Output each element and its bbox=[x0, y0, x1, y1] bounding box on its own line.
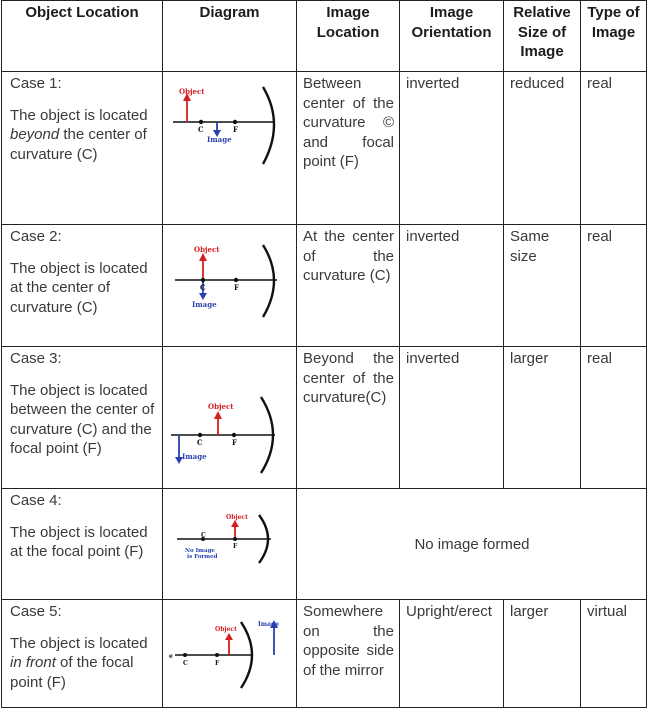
case-2-title: Case 2: bbox=[10, 228, 62, 245]
case-4-no-image: No image formed bbox=[297, 489, 647, 600]
case-2-type: real bbox=[581, 225, 647, 347]
header-image-orientation: Image Orientation bbox=[400, 1, 504, 72]
case-3-object-location bbox=[2, 347, 163, 489]
case-3-size: larger bbox=[504, 347, 581, 489]
object-label: Object bbox=[226, 514, 248, 521]
c-label: C bbox=[183, 660, 188, 667]
case-3-orientation: inverted bbox=[400, 347, 504, 489]
object-label: Object bbox=[179, 87, 205, 96]
c-label: C bbox=[197, 438, 203, 447]
case-3-title: Case 3: bbox=[10, 350, 62, 367]
f-label: F bbox=[232, 438, 237, 447]
case-5-type: virtual bbox=[581, 600, 647, 708]
case-1-row bbox=[2, 72, 647, 225]
object-label: Object bbox=[208, 402, 234, 411]
case-1-object-location bbox=[2, 72, 163, 225]
case-3-row bbox=[2, 347, 647, 489]
header-relative-size: Relative Size of Image bbox=[504, 1, 581, 72]
image-label: Image bbox=[258, 621, 280, 628]
no-image-label-2: is Formed bbox=[187, 554, 218, 560]
case-2-description: The object is located at the center of curvature (C) bbox=[10, 259, 148, 316]
header-object-location: Object Location bbox=[2, 1, 163, 72]
image-label: Image bbox=[207, 135, 232, 144]
f-label: F bbox=[234, 283, 239, 292]
header-type: Type of Image bbox=[581, 1, 647, 72]
f-label: F bbox=[233, 543, 238, 550]
f-label: F bbox=[233, 125, 238, 134]
header-diagram: Diagram bbox=[163, 1, 297, 72]
case-2-row bbox=[2, 225, 647, 347]
object-label: Object bbox=[215, 626, 237, 633]
case-1-orientation: inverted bbox=[400, 72, 504, 225]
c-label: C bbox=[198, 125, 204, 134]
case-5-object-location bbox=[2, 600, 163, 708]
case-5-title: Case 5: bbox=[10, 603, 62, 620]
case-1-ray-diagram bbox=[163, 72, 296, 224]
case-5-description: The object is located in front of the focal point (F) bbox=[10, 634, 148, 691]
case-5-orientation: Upright/erect bbox=[400, 600, 504, 708]
case-4-object-location bbox=[2, 489, 163, 600]
case-1-description: The object is located beyond the center of curvature (C) bbox=[10, 106, 148, 163]
case-5-size: larger bbox=[504, 600, 581, 708]
case-5-row bbox=[2, 600, 647, 708]
case-3-image-location: Beyond the center of the curvature(C) bbox=[297, 347, 400, 489]
image-label: Image bbox=[182, 452, 207, 461]
case-5-diagram bbox=[163, 600, 297, 708]
case-3-description: The object is located between the center of curvature (C) and the focal point (F) bbox=[10, 381, 155, 457]
case-1-diagram bbox=[163, 72, 297, 225]
case-2-object-location bbox=[2, 225, 163, 347]
case-1-title: Case 1: bbox=[10, 75, 62, 92]
case-2-ray-diagram bbox=[163, 225, 296, 346]
e-label: e bbox=[169, 653, 173, 660]
f-label: F bbox=[215, 660, 220, 667]
case-3-diagram bbox=[163, 347, 297, 489]
case-4-title: Case 4: bbox=[10, 492, 62, 509]
case-5-ray-diagram bbox=[163, 600, 296, 707]
image-label: Image bbox=[192, 300, 217, 309]
case-5-image-location: Somewhere on the opposite side of the mirror bbox=[297, 600, 400, 708]
case-2-image-location: At the center of the curvature (C) bbox=[297, 225, 400, 347]
object-label: Object bbox=[194, 245, 220, 254]
no-image-label-1: No Image bbox=[185, 548, 215, 554]
case-2-size: Same size bbox=[504, 225, 581, 347]
case-1-size: reduced bbox=[504, 72, 581, 225]
case-3-ray-diagram bbox=[163, 347, 296, 488]
mirror-icon bbox=[263, 245, 274, 317]
case-4-row bbox=[2, 489, 647, 600]
case-4-description: The object is located at the focal point (F) bbox=[10, 523, 148, 560]
header-image-location: Image Location bbox=[297, 1, 400, 72]
case-1-type: real bbox=[581, 72, 647, 225]
case-4-ray-diagram bbox=[163, 489, 296, 599]
case-1-image-location: Between center of the curvature © and focal point (F) bbox=[297, 72, 400, 225]
concave-mirror-table bbox=[1, 0, 647, 708]
c-label: C bbox=[200, 283, 206, 292]
case-2-diagram bbox=[163, 225, 297, 347]
mirror-icon bbox=[263, 87, 274, 164]
header-row bbox=[2, 1, 647, 72]
case-2-orientation: inverted bbox=[400, 225, 504, 347]
c-label: C bbox=[201, 532, 206, 539]
case-3-type: real bbox=[581, 347, 647, 489]
case-4-diagram bbox=[163, 489, 297, 600]
